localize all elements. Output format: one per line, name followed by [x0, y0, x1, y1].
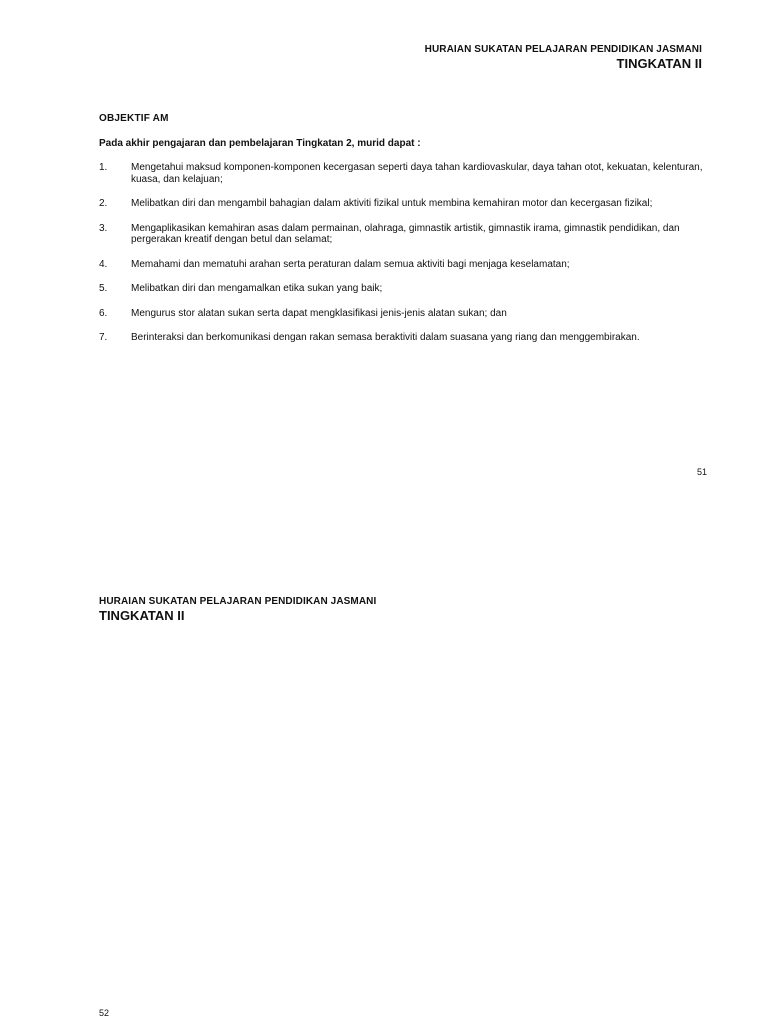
objective-number: 6. — [99, 307, 108, 319]
section-heading: OBJEKTIF AM — [99, 113, 169, 124]
objective-item — [99, 259, 709, 271]
page-header — [425, 44, 702, 71]
objective-item — [99, 283, 709, 295]
objective-item — [99, 308, 709, 320]
objective-text: Melibatkan diri dan mengambil bahagian dalam aktiviti fizikal untuk membina kemahiran motor dan kecergasan fizikal; — [131, 198, 653, 209]
document-title: HURAIAN SUKATAN PELAJARAN PENDIDIKAN JASMANI — [99, 596, 377, 607]
page-number: 52 — [99, 1008, 110, 1018]
objective-text: Berinteraksi dan berkomunikasi dengan rakan semasa beraktiviti dalam suasana yang riang dan menggembirakan. — [131, 332, 640, 343]
objective-number: 3. — [99, 222, 108, 234]
objective-number: 5. — [99, 283, 108, 294]
form-level: TINGKATAN II — [99, 608, 185, 623]
objective-text: Memahami dan mematuhi arahan serta peraturan dalam semua aktiviti bagi menjaga keselamatan; — [131, 258, 570, 270]
objective-number: 1. — [99, 162, 108, 173]
document-title: HURAIAN SUKATAN PELAJARAN PENDIDIKAN JASMANI — [424, 44, 702, 55]
objectives-list — [99, 162, 709, 357]
objective-text: Melibatkan diri dan mengamalkan etika sukan yang baik; — [131, 283, 383, 294]
objective-item — [99, 223, 709, 246]
form-level: TINGKATAN II — [616, 56, 702, 71]
objective-number: 7. — [99, 332, 108, 343]
objective-text: Mengaplikasikan kemahiran asas dalam permainan, olahraga, gimnastik artistik, gimnastik irama, gimnastik pendidikan, dan pergerakan kreatif dengan betul dan selamat; — [131, 222, 680, 245]
objective-text: Mengurus stor alatan sukan serta dapat mengklasifikasi jenis-jenis alatan sukan; dan — [131, 307, 507, 319]
objective-number: 2. — [99, 198, 108, 209]
page2-header — [99, 596, 376, 623]
objective-item — [99, 332, 709, 344]
objective-number: 4. — [99, 258, 108, 270]
objective-item — [99, 162, 709, 185]
intro-statement: Pada akhir pengajaran dan pembelajaran Tingkatan 2, murid dapat : — [99, 138, 421, 149]
page-number: 51 — [696, 467, 707, 477]
objective-item — [99, 198, 709, 210]
objective-text: Mengetahui maksud komponen-komponen kecergasan seperti daya tahan kardiovaskular, daya tahan otot, kekuatan, kelenturan, kuasa, dan kelajuan; — [131, 162, 703, 185]
